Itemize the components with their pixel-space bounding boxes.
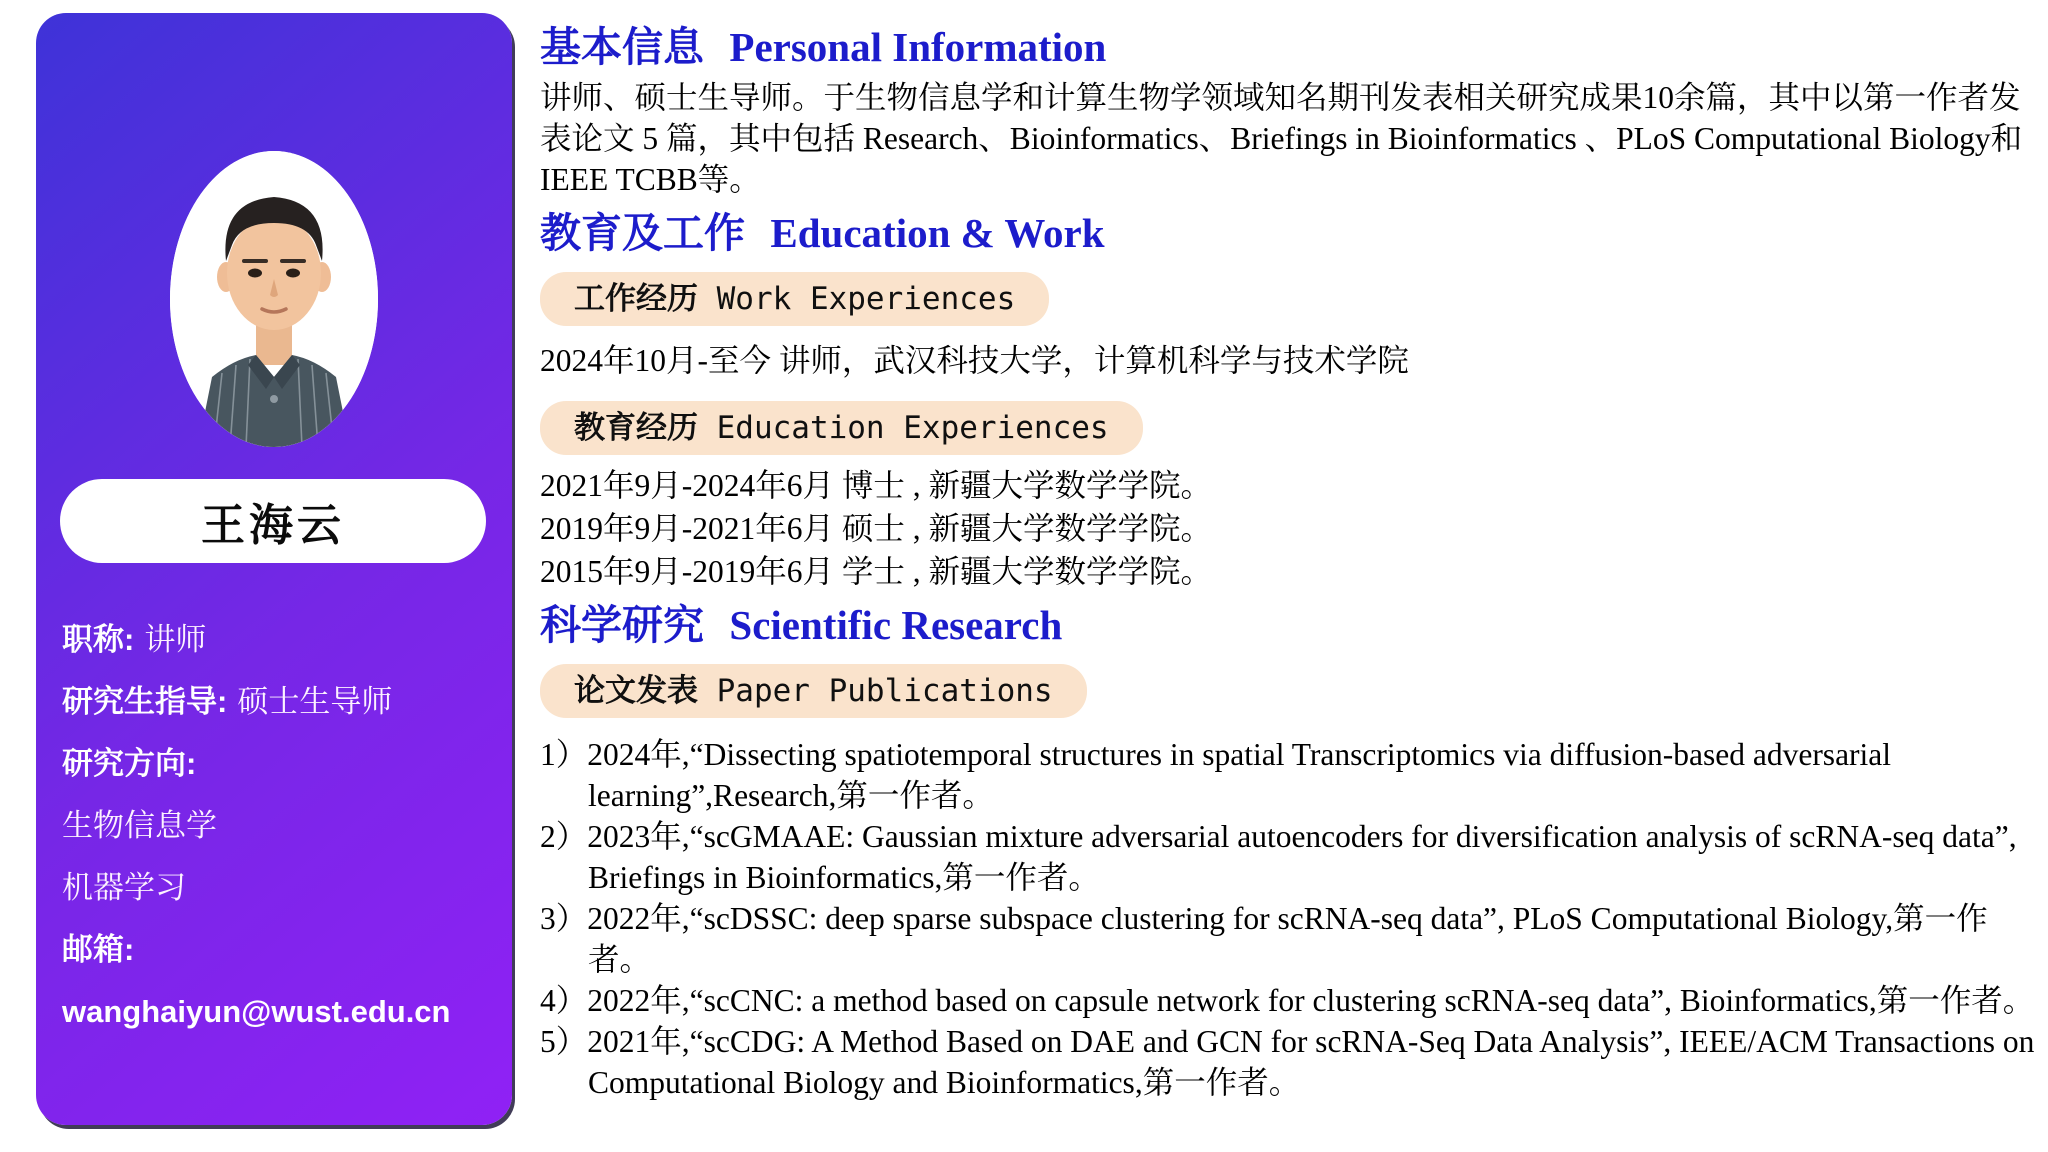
work-experiences-pill bbox=[540, 272, 1049, 326]
person-name: 王海云 bbox=[201, 501, 345, 550]
heading-en: Personal Information bbox=[729, 24, 1107, 70]
personal-intro: 讲师、硕士生导师。于生物信息学和计算生物学领域知名期刊发表相关研究成果10余篇，其中以第一作者发表论文 5 篇，其中包括 Research、Bioinformatics、Briefings in Bioinformatics 、PLoS Computational Biology和IEEE TCBB等。 bbox=[540, 80, 2023, 197]
publication-item: 4）2022年,“scCNC: a method based on capsule network for clustering scRNA-seq data”, Bioinformatics,第一作者。 bbox=[540, 983, 2035, 1018]
education-item: 2015年9月-2019年6月 学士 , 新疆大学数学学院。 bbox=[540, 554, 1212, 589]
direction-item: 生物信息学 bbox=[62, 808, 217, 843]
education-experiences-pill bbox=[540, 401, 1143, 455]
heading-en: Education & Work bbox=[770, 210, 1105, 256]
section-heading-research bbox=[540, 600, 2046, 650]
pill-en: Work Experiences bbox=[716, 281, 1016, 317]
pill-en: Education Experiences bbox=[716, 410, 1109, 446]
publication-item: 5）2021年,“scCDG: A Method Based on DAE and GCN for scRNA-Seq Data Analysis”, IEEE/ACM Transactions on Computational Biology and Bioinformatics,第一作者。 bbox=[540, 1024, 2035, 1100]
title-value: 讲师 bbox=[144, 622, 207, 657]
pill-zh: 工作经历 bbox=[574, 281, 698, 316]
direction-label-row bbox=[62, 733, 502, 795]
pill-zh: 论文发表 bbox=[574, 673, 698, 708]
profile-card bbox=[36, 13, 512, 1125]
supervision-label: 研究生指导: bbox=[62, 684, 228, 719]
portrait-illustration bbox=[170, 151, 378, 447]
pill-zh: 教育经历 bbox=[574, 410, 698, 445]
section-heading-personal bbox=[540, 22, 2046, 72]
work-item: 2024年10月-至今 讲师，武汉科技大学，计算机科学与技术学院 bbox=[540, 343, 1409, 378]
supervision-row bbox=[62, 671, 502, 733]
profile-photo bbox=[170, 151, 378, 447]
email-label: 邮箱: bbox=[62, 932, 135, 967]
email-label-row bbox=[62, 919, 502, 981]
heading-zh: 基本信息 bbox=[540, 24, 704, 70]
education-item: 2019年9月-2021年6月 硕士 , 新疆大学数学学院。 bbox=[540, 511, 1212, 546]
title-row bbox=[62, 609, 502, 671]
heading-en: Scientific Research bbox=[729, 602, 1063, 648]
heading-zh: 科学研究 bbox=[540, 602, 704, 648]
name-badge bbox=[60, 479, 486, 563]
education-list bbox=[540, 465, 2046, 592]
direction-label: 研究方向: bbox=[62, 746, 197, 781]
direction-item: 机器学习 bbox=[62, 870, 186, 905]
education-item: 2021年9月-2024年6月 博士 , 新疆大学数学学院。 bbox=[540, 468, 1212, 503]
paper-publications-pill bbox=[540, 664, 1087, 718]
publication-item: 3）2022年,“scDSSC: deep sparse subspace clustering for scRNA-seq data”, PLoS Computational Biology,第一作者。 bbox=[540, 901, 1988, 977]
publications-list bbox=[540, 734, 2046, 1103]
pill-en: Paper Publications bbox=[716, 673, 1053, 709]
publication-item: 1）2024年,“Dissecting spatiotemporal structures in spatial Transcriptomics via diffusion-based adversarial learning”,Research,第一作者。 bbox=[540, 737, 1892, 813]
supervision-value: 硕士生导师 bbox=[237, 684, 393, 719]
profile-content bbox=[540, 22, 2046, 1103]
profile-info bbox=[62, 609, 502, 1043]
section-heading-education-work bbox=[540, 208, 2046, 258]
title-label: 职称: bbox=[62, 622, 135, 657]
email-address: wanghaiyun@wust.edu.cn bbox=[62, 994, 451, 1029]
publication-item: 2）2023年,“scGMAAE: Gaussian mixture adversarial autoencoders for diversification analysis of scRNA-seq data”, Briefings in Bioinformatics,第一作者。 bbox=[540, 819, 2017, 895]
heading-zh: 教育及工作 bbox=[540, 210, 745, 256]
